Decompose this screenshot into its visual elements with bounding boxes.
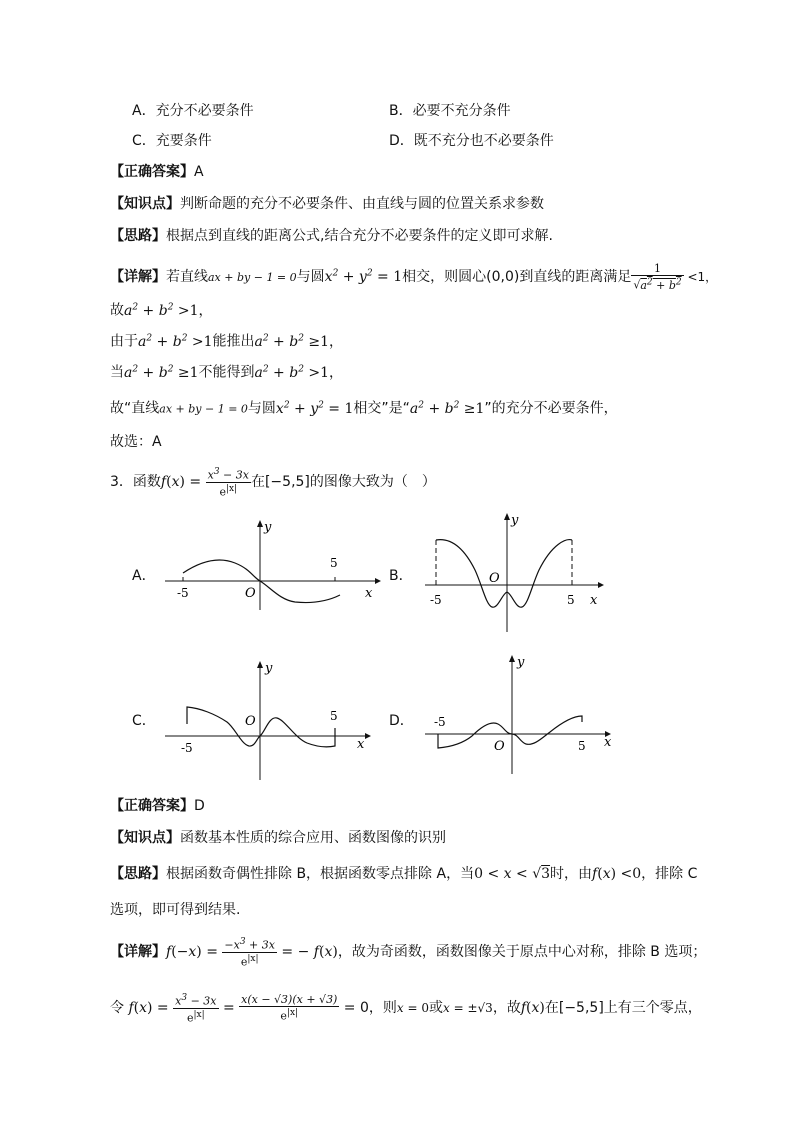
tick-label-neg5: -5 xyxy=(434,715,446,729)
q2-detail-line-2 xyxy=(110,297,213,321)
curve xyxy=(438,716,582,748)
math-circle-eq: $x^2 + y^2 = 1$ xyxy=(275,400,354,417)
graph-label-d: D． xyxy=(389,713,414,729)
x-axis-arrow xyxy=(375,578,381,584)
detail-text: 故“直线 xyxy=(110,400,160,417)
math-ineq: $a^2 + b^2 \ge 1$， xyxy=(254,333,344,350)
tick-label-5: 5 xyxy=(330,709,338,723)
q3-knowledge-line xyxy=(110,828,446,848)
math-fx: f(x) = xyxy=(160,474,202,491)
detail-text: 相交，则圆心 xyxy=(402,268,487,285)
math-fx: f(x) = xyxy=(124,1000,169,1017)
math-distance-frac: $\frac{1}{√a^2 + b^2}$ xyxy=(633,262,682,292)
x-label: x xyxy=(365,586,373,601)
tick-label-neg5: -5 xyxy=(430,593,442,607)
option-b: B．必要不充分条件 xyxy=(389,103,511,119)
tick-label-5: 5 xyxy=(330,556,338,570)
y-axis-arrow xyxy=(504,513,510,520)
detail-text: 若直线 xyxy=(166,268,208,285)
detail-tag: 【详解】 xyxy=(110,944,166,961)
detail-text: 不能得到 xyxy=(198,364,255,381)
graph-d xyxy=(420,652,620,781)
math-f-eq: = − f(x) xyxy=(276,944,338,961)
option-c: C．充要条件 xyxy=(132,133,212,149)
detail-text: 令 xyxy=(110,1000,124,1017)
q2-detail-line-5 xyxy=(110,395,618,420)
graph-label-b: B． xyxy=(389,568,413,584)
detail-text: 由于 xyxy=(110,333,138,350)
curve xyxy=(436,540,572,608)
q3-idea-line-2: 选项，即可得到结果. xyxy=(110,902,241,918)
detail-text: 故 xyxy=(110,302,124,319)
math-ineq: $a^2 + b^2 \ge 1$ xyxy=(124,364,199,381)
graph-a xyxy=(165,515,385,614)
y-label: y xyxy=(517,655,525,670)
graph-b xyxy=(420,510,610,639)
detail-text: ，故 xyxy=(492,1000,521,1017)
idea-tag: 【思路】 xyxy=(110,866,166,882)
origin-label: O xyxy=(245,714,256,729)
stem-text: 3．函数 xyxy=(110,474,161,491)
answer-tag: 【正确答案】 xyxy=(110,798,194,814)
detail-text: 与圆 xyxy=(247,400,276,417)
option-a: A．充分不必要条件 xyxy=(132,103,254,119)
x-axis-arrow xyxy=(598,582,604,588)
math-fx: f(x) xyxy=(520,1000,545,1017)
tick-label-5: 5 xyxy=(578,739,586,753)
q3-detail-line-1 xyxy=(110,936,706,968)
q3-stem xyxy=(110,466,436,498)
math-xpm: x = ±√3 xyxy=(443,1001,493,1016)
q3-idea-line xyxy=(110,864,697,884)
math-ineq: f(x) <0 xyxy=(592,866,642,882)
q2-knowledge-line xyxy=(110,194,544,214)
math-fx-frac: $\frac{x^3 - 3x}{e^{|x|}}$ xyxy=(207,467,249,499)
detail-text: 能推出 xyxy=(212,333,255,350)
tick-label-neg5: -5 xyxy=(181,741,193,755)
math-ineq: $a^2 + b^2 >1$， xyxy=(124,302,213,319)
q2-answer-line xyxy=(110,162,204,182)
math-line-eq: ax + by − 1 = 0 xyxy=(208,270,297,284)
math-frac: $\frac{x^3 - 3x}{e^{|x|}}$ xyxy=(175,993,217,1025)
detail-text: 在 xyxy=(544,1000,559,1017)
graph-label-a: A． xyxy=(132,568,156,584)
q3-detail-line-2: 令 f(x) = $\frac{x^3 - 3x}{e^{|x|}}$ = $\frac{x(x - √3)(x + √3)}{e^{|x|}}$ = 0，则x = 0或x = ±√3，故f(x)在[−5,5]上有三个零点， xyxy=(110,993,702,1025)
math-ineq: $a^2 + b^2 >1$， xyxy=(254,364,344,381)
detail-text: 到直线的距离满足 xyxy=(519,268,632,285)
q3-answer-line xyxy=(110,796,205,816)
math-frac-factored: $\frac{x(x - √3)(x + √3)}{e^{|x|}}$ xyxy=(241,993,338,1023)
y-axis-arrow xyxy=(257,661,263,668)
detail-text: ，故为奇函数，函数图像关于原点中心对称，排除 B 选项； xyxy=(337,944,707,961)
detail-text: 或 xyxy=(429,1000,444,1017)
detail-text: 上有三个零点， xyxy=(603,1000,702,1017)
tick-label-5: 5 xyxy=(567,593,575,607)
y-label: y xyxy=(265,661,273,676)
detail-text: 与圆 xyxy=(296,268,325,285)
math-f-neg: f(−x) = xyxy=(166,944,218,961)
knowledge-tag: 【知识点】 xyxy=(110,196,180,212)
detail-tag: 【详解】 xyxy=(110,268,166,285)
idea-text: 根据点到直线的距离公式,结合充分不必要条件的定义即可求解. xyxy=(166,228,553,244)
stem-text: 的图像大致为（ ） xyxy=(309,474,436,491)
y-label: y xyxy=(264,520,272,535)
curve xyxy=(187,707,335,747)
idea-tag: 【思路】 xyxy=(110,228,166,244)
detail-text: ”的充分不必要条件， xyxy=(484,400,618,417)
y-axis-arrow xyxy=(509,655,515,662)
graph-label-c: C． xyxy=(132,713,156,729)
x-label: x xyxy=(604,735,612,750)
q2-choose-line: 故选：A xyxy=(110,434,162,450)
tick-label-neg5: -5 xyxy=(177,586,189,600)
answer-tag: 【正确答案】 xyxy=(110,164,194,180)
answer-value: A xyxy=(194,164,204,180)
q2-idea-line xyxy=(110,226,553,246)
y-label: y xyxy=(511,513,519,528)
idea-text: 根据函数奇偶性排除 B，根据函数零点排除 A，当 xyxy=(166,866,475,882)
y-axis-arrow xyxy=(257,520,263,527)
math-interval: [−5,5] xyxy=(558,1000,604,1017)
math-circle-eq: $x^2 + y^2 = 1$ xyxy=(324,268,403,285)
q2-detail-line-4 xyxy=(110,359,343,383)
origin-label: O xyxy=(245,586,256,601)
knowledge-tag: 【知识点】 xyxy=(110,830,180,846)
math-line-eq: ax + by − 1 = 0 xyxy=(159,402,248,416)
knowledge-text: 判断命题的充分不必要条件、由直线与圆的位置关系求参数 xyxy=(180,196,544,212)
math-frac: $\frac{-x^3 + 3x}{e^{|x|}}$ xyxy=(224,937,275,969)
idea-text: ，排除 C xyxy=(641,866,698,882)
detail-text: 当 xyxy=(110,364,124,381)
graph-c xyxy=(165,658,385,787)
math-ineq: $a^2 + b^2 \ge 1$ xyxy=(409,400,485,417)
math-x0: x = 0 xyxy=(396,1001,430,1016)
math-interval: [−5,5] xyxy=(264,474,310,491)
q2-detail-line-3 xyxy=(110,328,343,352)
option-d: D．既不充分也不必要条件 xyxy=(389,133,554,149)
math-ineq: $a^2 + b^2 >1$ xyxy=(138,333,213,350)
origin-label: O xyxy=(489,571,500,586)
idea-text: 时，由 xyxy=(550,866,593,882)
answer-value: D xyxy=(194,798,205,814)
q2-detail-line-1: 【详解】若直线ax + by − 1 = 0与圆$x^2 + y^2 = 1$相交，则圆心(0,0)到直线的距离满足 $\frac{1}{√a^2 + b^2}$ <1， xyxy=(110,262,718,292)
x-label: x xyxy=(590,593,598,608)
detail-text: 相交”是“ xyxy=(353,400,410,417)
knowledge-text: 函数基本性质的综合应用、函数图像的识别 xyxy=(180,830,446,846)
origin-label: O xyxy=(494,739,505,754)
x-label: x xyxy=(357,737,365,752)
math-point: (0,0) xyxy=(486,268,520,285)
math-ineq: 0 < x < √3 xyxy=(474,866,551,882)
detail-text: ，则 xyxy=(368,1000,397,1017)
x-axis-arrow xyxy=(365,733,371,739)
stem-text: 在 xyxy=(250,474,265,491)
